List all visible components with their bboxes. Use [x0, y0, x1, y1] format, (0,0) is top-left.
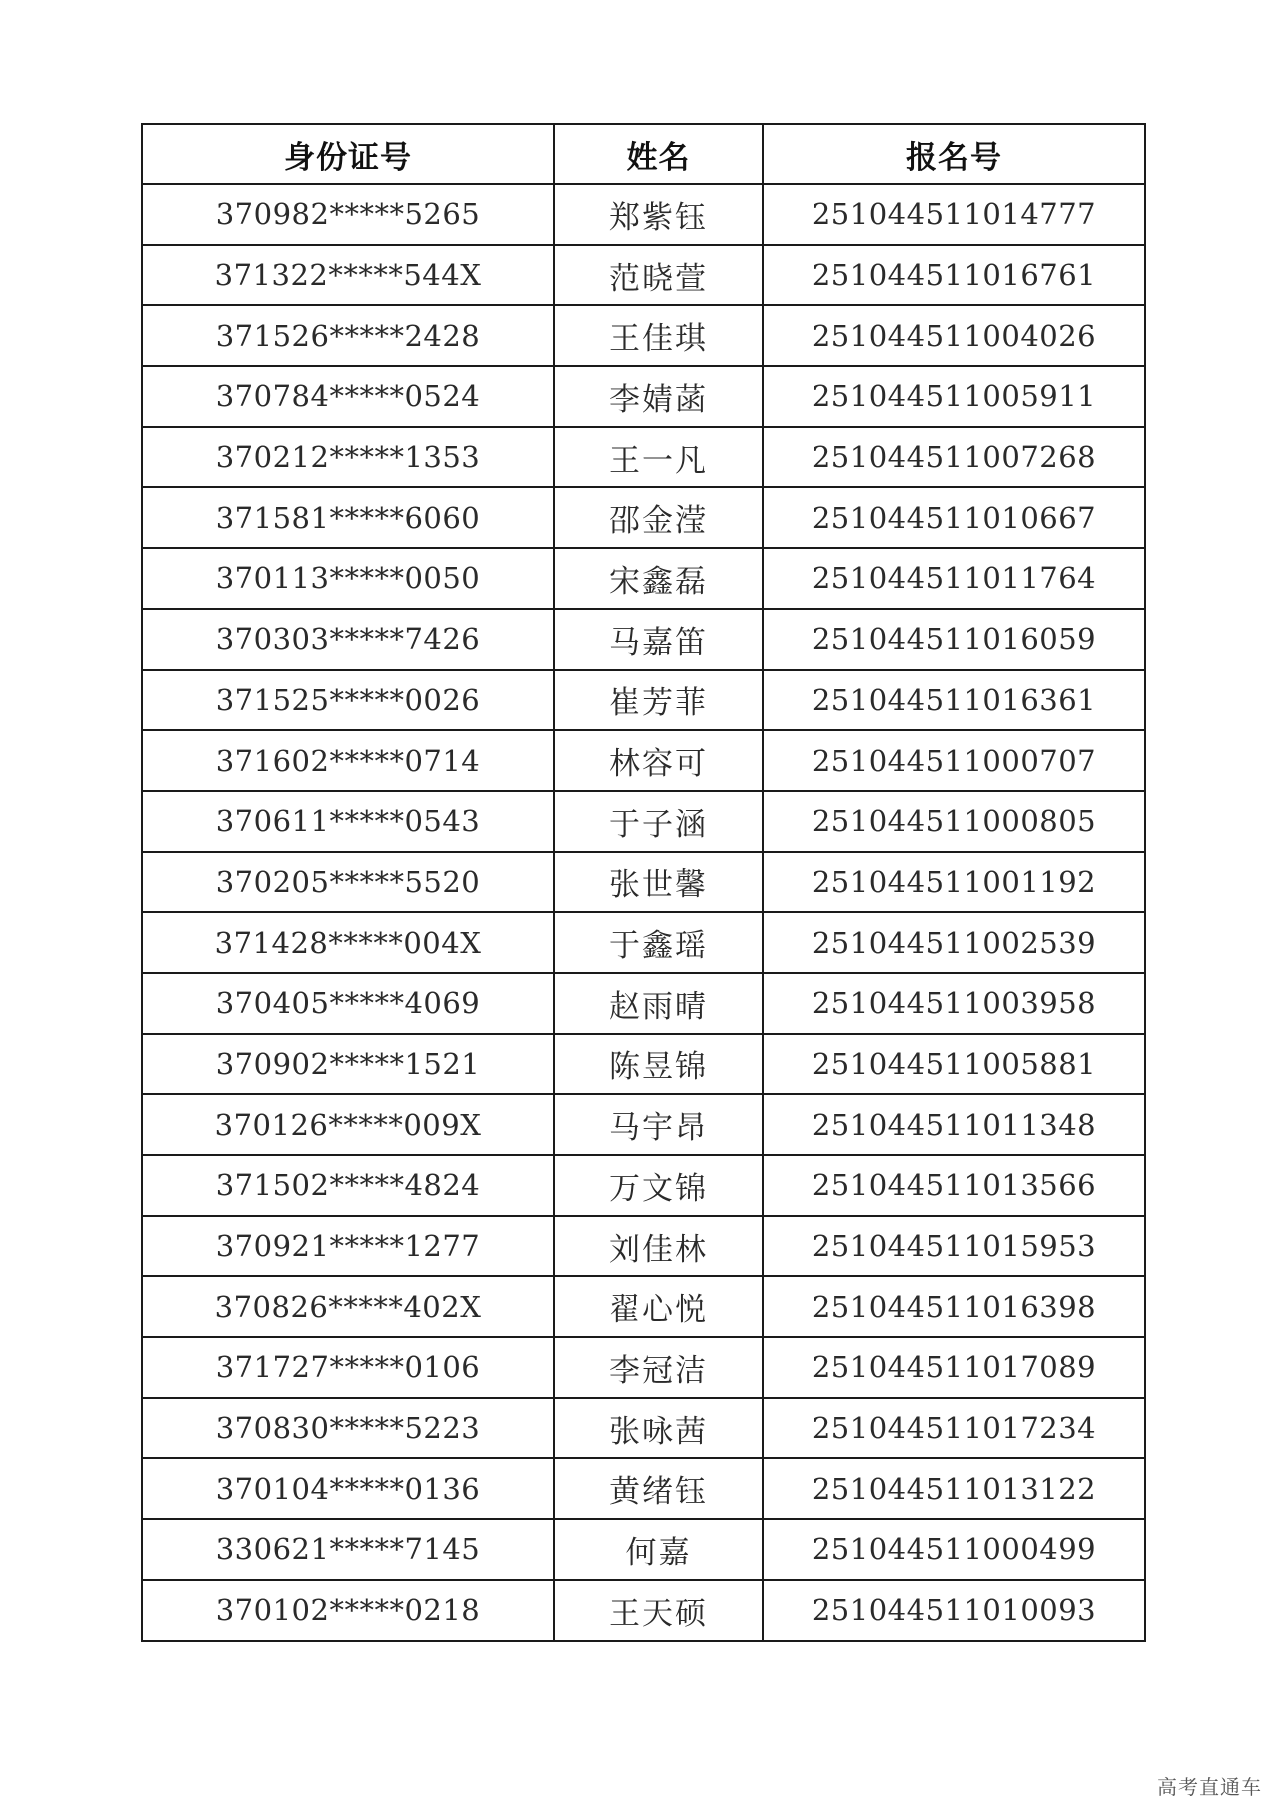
id-number-cell: 370205*****5520 — [142, 852, 554, 913]
id-number-cell: 370826*****402X — [142, 1276, 554, 1337]
table-row — [142, 245, 1145, 306]
name-cell: 黄绪钰 — [554, 1458, 763, 1519]
name-cell: 马宇昂 — [554, 1094, 763, 1155]
name-cell: 王佳琪 — [554, 305, 763, 366]
table-row — [142, 548, 1145, 609]
registration-number-cell: 251044511015953 — [763, 1216, 1145, 1277]
table-row — [142, 1034, 1145, 1095]
table-row — [142, 1155, 1145, 1216]
name-cell: 于子涵 — [554, 791, 763, 852]
id-number-cell: 330621*****7145 — [142, 1519, 554, 1580]
name-cell: 何嘉 — [554, 1519, 763, 1580]
table-row — [142, 1398, 1145, 1459]
name-cell: 范晓萱 — [554, 245, 763, 306]
name-cell: 崔芳菲 — [554, 670, 763, 731]
id-number-cell: 370405*****4069 — [142, 973, 554, 1034]
id-number-cell: 370611*****0543 — [142, 791, 554, 852]
registration-number-cell: 251044511003958 — [763, 973, 1145, 1034]
header-name: 姓名 — [554, 124, 763, 184]
table-row — [142, 852, 1145, 913]
name-cell: 宋鑫磊 — [554, 548, 763, 609]
name-cell: 刘佳林 — [554, 1216, 763, 1277]
id-number-cell: 371581*****6060 — [142, 487, 554, 548]
id-number-cell: 371727*****0106 — [142, 1337, 554, 1398]
registration-number-cell: 251044511016361 — [763, 670, 1145, 731]
table-row — [142, 427, 1145, 488]
id-number-cell: 370126*****009X — [142, 1094, 554, 1155]
table-row — [142, 184, 1145, 245]
id-number-cell: 370113*****0050 — [142, 548, 554, 609]
registration-number-cell: 251044511005881 — [763, 1034, 1145, 1095]
registration-number-cell: 251044511005911 — [763, 366, 1145, 427]
name-cell: 王一凡 — [554, 427, 763, 488]
registration-number-cell: 251044511010667 — [763, 487, 1145, 548]
table-row — [142, 912, 1145, 973]
registration-number-cell: 251044511000707 — [763, 730, 1145, 791]
registration-number-cell: 251044511000805 — [763, 791, 1145, 852]
table-header-row — [142, 124, 1145, 184]
header-registration-number: 报名号 — [763, 124, 1145, 184]
table-row — [142, 1216, 1145, 1277]
table-row — [142, 730, 1145, 791]
table-row — [142, 1580, 1145, 1641]
registration-number-cell: 251044511013122 — [763, 1458, 1145, 1519]
table-row — [142, 670, 1145, 731]
name-cell: 王天硕 — [554, 1580, 763, 1641]
name-cell: 林容可 — [554, 730, 763, 791]
id-number-cell: 370102*****0218 — [142, 1580, 554, 1641]
header-id-number: 身份证号 — [142, 124, 554, 184]
registration-number-cell: 251044511000499 — [763, 1519, 1145, 1580]
registration-number-cell: 251044511016059 — [763, 609, 1145, 670]
id-number-cell: 370830*****5223 — [142, 1398, 554, 1459]
registration-number-cell: 251044511011348 — [763, 1094, 1145, 1155]
id-number-cell: 371602*****0714 — [142, 730, 554, 791]
name-cell: 翟心悦 — [554, 1276, 763, 1337]
id-number-cell: 370784*****0524 — [142, 366, 554, 427]
table-row — [142, 609, 1145, 670]
table-row — [142, 487, 1145, 548]
id-number-cell: 371525*****0026 — [142, 670, 554, 731]
table-row — [142, 1458, 1145, 1519]
registration-number-cell: 251044511011764 — [763, 548, 1145, 609]
name-cell: 李婧菡 — [554, 366, 763, 427]
id-number-cell: 371428*****004X — [142, 912, 554, 973]
name-cell: 于鑫瑶 — [554, 912, 763, 973]
name-cell: 陈昱锦 — [554, 1034, 763, 1095]
registration-number-cell: 251044511017234 — [763, 1398, 1145, 1459]
name-cell: 李冠洁 — [554, 1337, 763, 1398]
name-cell: 马嘉笛 — [554, 609, 763, 670]
registration-number-cell: 251044511016398 — [763, 1276, 1145, 1337]
registration-number-cell: 251044511001192 — [763, 852, 1145, 913]
id-number-cell: 371526*****2428 — [142, 305, 554, 366]
table-row — [142, 1276, 1145, 1337]
table-row — [142, 366, 1145, 427]
registration-number-cell: 251044511007268 — [763, 427, 1145, 488]
table-row — [142, 1519, 1145, 1580]
registration-number-cell: 251044511013566 — [763, 1155, 1145, 1216]
name-cell: 郑紫钰 — [554, 184, 763, 245]
id-number-cell: 371502*****4824 — [142, 1155, 554, 1216]
id-number-cell: 370982*****5265 — [142, 184, 554, 245]
registration-number-cell: 251044511010093 — [763, 1580, 1145, 1641]
id-number-cell: 370902*****1521 — [142, 1034, 554, 1095]
registration-number-cell: 251044511014777 — [763, 184, 1145, 245]
name-cell: 张咏茜 — [554, 1398, 763, 1459]
table-row — [142, 1094, 1145, 1155]
id-number-cell: 371322*****544X — [142, 245, 554, 306]
registration-number-cell: 251044511002539 — [763, 912, 1145, 973]
watermark-text: 高考直通车 — [1157, 1775, 1262, 1799]
name-cell: 万文锦 — [554, 1155, 763, 1216]
name-cell: 张世馨 — [554, 852, 763, 913]
id-number-cell: 370212*****1353 — [142, 427, 554, 488]
name-cell: 邵金滢 — [554, 487, 763, 548]
registration-number-cell: 251044511004026 — [763, 305, 1145, 366]
id-number-cell: 370921*****1277 — [142, 1216, 554, 1277]
id-number-cell: 370303*****7426 — [142, 609, 554, 670]
candidate-table — [141, 123, 1146, 1642]
table-row — [142, 1337, 1145, 1398]
id-number-cell: 370104*****0136 — [142, 1458, 554, 1519]
table-row — [142, 791, 1145, 852]
name-cell: 赵雨晴 — [554, 973, 763, 1034]
table-row — [142, 973, 1145, 1034]
registration-number-cell: 251044511016761 — [763, 245, 1145, 306]
registration-number-cell: 251044511017089 — [763, 1337, 1145, 1398]
table-row — [142, 305, 1145, 366]
